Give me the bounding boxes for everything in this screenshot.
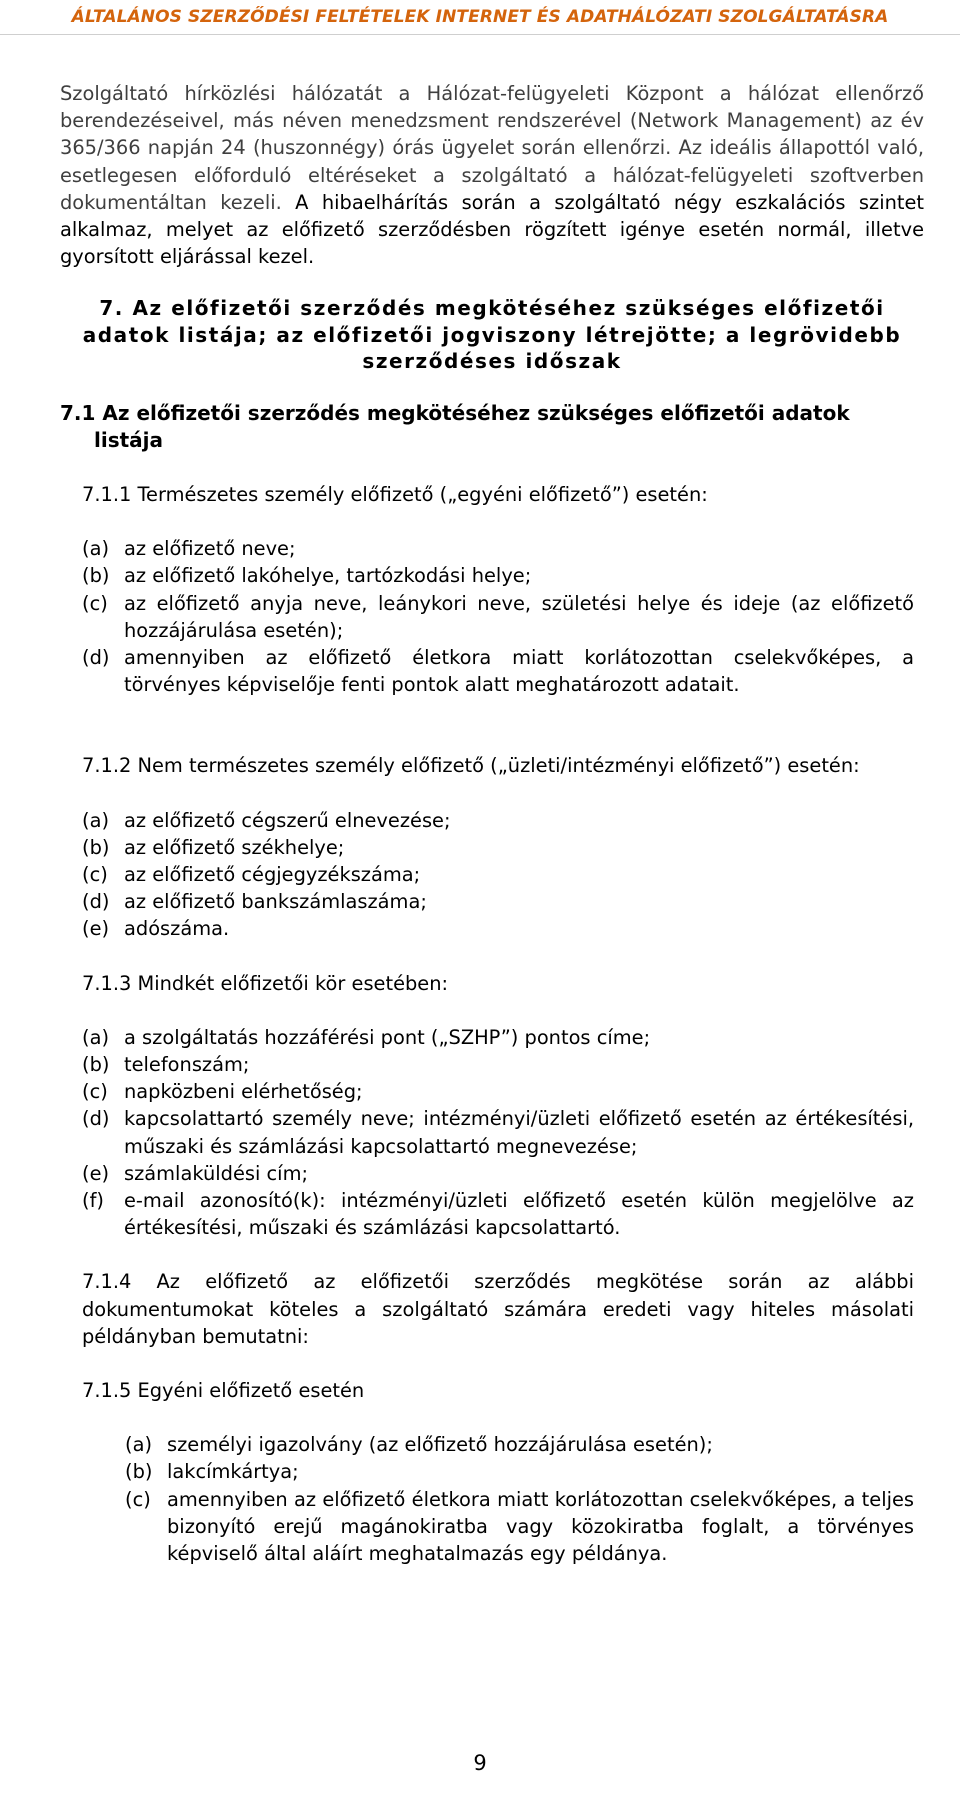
section-7-heading: 7. Az előfizetői szerződés megkötéséhez szükséges előfizetői adatok listája; az előfizetői jogviszony létrejötte; a legrövidebb szerződéses időszak [82,296,902,374]
list-item [82,562,914,589]
list-item-label: (d) [82,645,110,669]
section-7-1-1-list [60,535,924,698]
list-item-text: lakcímkártya; [167,1460,299,1484]
section-7-1-5-list [60,1431,924,1567]
list-item-label: (b) [82,1052,110,1076]
list-item-text: napközbeni elérhetőség; [124,1080,363,1104]
list-item [82,535,914,562]
section-7-1-heading: 7.1 Az előfizetői szerződés megkötéséhez szükséges előfizetői adatok listája [60,400,850,452]
section-7-1-2-list [60,807,924,943]
list-item [82,1078,914,1105]
list-item-label: (c) [125,1487,151,1511]
list-item-label: (a) [125,1433,153,1457]
list-item-label: (e) [82,1161,110,1185]
list-item [82,888,914,915]
list-item [125,1431,914,1458]
list-item-text: amennyiben az előfizető életkora miatt korlátozottan cselekvőképes, a teljes bizonyító erejű magánokiratba vagy közokiratba foglalt, a törvényes képviselő által aláírt meghatalmazás egy példánya. [167,1487,914,1566]
intro-text-dark: A hibaelhárítás során a szolgáltató négy eszkalációs szintet alkalmaz, melyet az előfizető szerződésben rögzített igénye esetén normál, illetve gyorsított eljárással kezel. [60,190,925,269]
list-item-text: számlaküldési cím; [124,1161,308,1185]
document-header-title: ÁLTALÁNOS SZERZŐDÉSI FELTÉTELEK INTERNET ÉS ADATHÁLÓZATI SZOLGÁLTATÁSRA [71,7,889,27]
list-item-label: (e) [82,917,110,941]
list-item [82,807,914,834]
page-content [60,80,924,1567]
list-item-text: az előfizető anyja neve, leánykori neve, születési helye és ideje (az előfizető hozzájárulása esetén); [124,591,914,642]
list-item-label: (b) [82,564,110,588]
list-item [82,1187,914,1241]
list-item-label: (d) [82,1107,110,1131]
list-item-text: kapcsolattartó személy neve; intézményi/üzleti előfizető esetén az értékesítési, műszaki és számlázási kapcsolattartó megnevezése; [124,1107,914,1158]
list-item-text: az előfizető cégjegyzékszáma; [124,862,421,886]
page-number: 9 [473,1751,487,1775]
list-item-label: (c) [82,591,108,615]
list-item-text: telefonszám; [124,1052,250,1076]
list-item-text: az előfizető neve; [124,537,296,561]
list-item-text: az előfizető cégszerű elnevezése; [124,808,451,832]
section-7-1-1-title: 7.1.1 Természetes személy előfizető („egyéni előfizető”) esetén: [82,482,708,506]
list-item [82,644,914,698]
list-item-label: (f) [82,1188,104,1212]
intro-text-gray: Szolgáltató hírközlési hálózatát a Hálózat-felügyeleti Központ a hálózat ellenőrző berendezéseivel, más néven menedzsment rendszerével (Network Management) az év 365/366 napján 24 (huszonnégy) órás ügyelet során ellenőrzi. Az ideális állapottól való, esetlegesen előforduló eltéréseket a szolgáltató a hálózat-felügyeleti szoftverben dokumentáltan kezeli. [60,82,924,214]
list-item-label: (a) [82,537,110,561]
list-item [82,590,914,644]
list-item [82,1051,914,1078]
list-item-text: a szolgáltatás hozzáférési pont („SZHP”) pontos címe; [124,1025,651,1049]
list-item [82,1024,914,1051]
section-7-1-4-paragraph: 7.1.4 Az előfizető az előfizetői szerződés megkötése során az alábbi dokumentumokat köteles a szolgáltató számára eredeti vagy hiteles másolati példányban bemutatni: [82,1270,914,1348]
header-divider [0,34,960,35]
list-item [125,1458,914,1485]
list-item [82,834,914,861]
list-item-label: (c) [82,862,108,886]
list-item-text: az előfizető lakóhelye, tartózkodási helye; [124,564,532,588]
list-item [82,1160,914,1187]
list-item-label: (c) [82,1080,108,1104]
list-item-text: személyi igazolvány (az előfizető hozzájárulása esetén); [167,1433,713,1457]
section-7-1-5-title: 7.1.5 Egyéni előfizető esetén [82,1379,365,1402]
list-item-text: adószáma. [124,917,230,941]
list-item-label: (b) [82,835,110,859]
list-item [82,861,914,888]
list-item-text: e-mail azonosító(k): intézményi/üzleti előfizető esetén külön megjelölve az értékesítési, műszaki és számlázási kapcsolattartó. [124,1188,914,1240]
section-7-1-3-title: 7.1.3 Mindkét előfizetői kör esetében: [82,971,449,995]
list-item-text: amennyiben az előfizető életkora miatt korlátozottan cselekvőképes, a törvényes képviselője fenti pontok alatt meghatározott adatait. [124,645,914,697]
list-item-label: (d) [82,890,110,914]
list-item-label: (a) [82,1025,110,1049]
list-item-text: az előfizető székhelye; [124,835,345,859]
list-item-text: az előfizető bankszámlaszáma; [124,890,427,914]
list-item-label: (a) [82,808,110,832]
list-item [82,1105,914,1159]
list-item-label: (b) [125,1460,153,1484]
section-7-1-2-title: 7.1.2 Nem természetes személy előfizető („üzleti/intézményi előfizető”) esetén: [82,754,860,778]
list-item [82,915,914,942]
list-item [125,1486,914,1568]
section-7-1-3-list [60,1024,924,1242]
intro-paragraph [60,80,924,270]
